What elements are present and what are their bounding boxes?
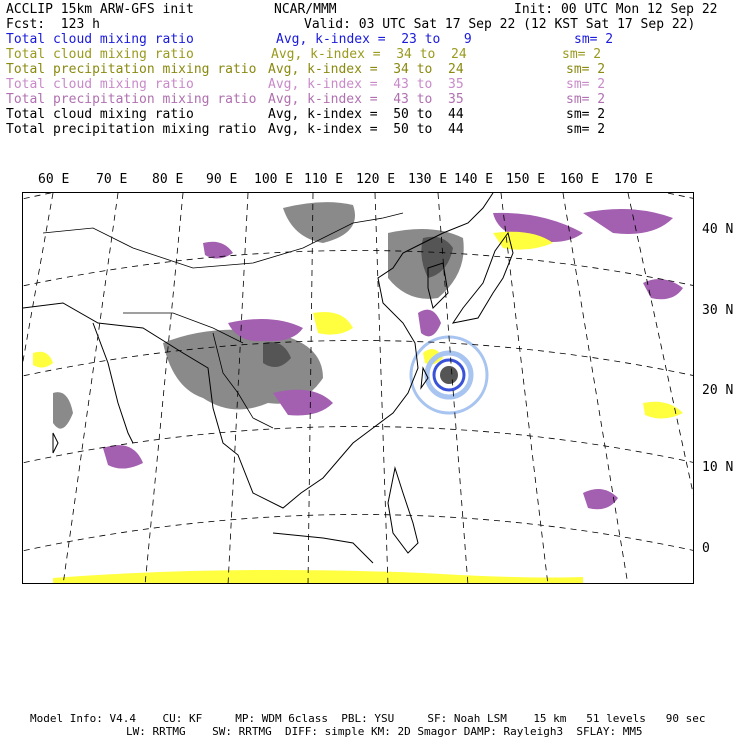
longitude-label: 160 E	[560, 172, 600, 187]
field-avg-range: Avg, k-index = 50 to 44	[268, 122, 464, 137]
longitude-label: 170 E	[614, 172, 654, 187]
valid-time: Valid: 03 UTC Sat 17 Sep 22 (12 KST Sat 17 Sep 22)	[304, 17, 696, 32]
longitude-label: 90 E	[206, 172, 238, 187]
field-avg-range: Avg, k-index = 50 to 44	[268, 107, 464, 122]
field-smoothing: sm= 2	[574, 32, 614, 47]
longitude-label: 100 E	[254, 172, 294, 187]
field-name: Total cloud mixing ratio	[6, 77, 194, 92]
latitude-label: 30 N	[702, 303, 734, 318]
field-name: Total cloud mixing ratio	[6, 47, 194, 62]
forecast-hour: Fcst: 123 h	[6, 17, 100, 32]
latitude-label: 0	[702, 541, 710, 556]
model-info-line1: Model Info: V4.4 CU: KF MP: WDM 6class PBL: YSU SF: Noah LSM 15 km 51 levels 90 sec	[30, 712, 706, 725]
longitude-label: 150 E	[506, 172, 546, 187]
field-row	[6, 122, 736, 137]
longitude-label: 70 E	[96, 172, 128, 187]
model-info-line2: LW: RRTMG SW: RRTMG DIFF: simple KM: 2D Smagor DAMP: Rayleigh3 SFLAY: MM5	[126, 725, 643, 738]
field-smoothing: sm= 2	[566, 62, 606, 77]
map-canvas	[23, 193, 694, 584]
field-smoothing: sm= 2	[566, 92, 606, 107]
field-smoothing: sm= 2	[562, 47, 602, 62]
longitude-label: 110 E	[304, 172, 344, 187]
field-smoothing: sm= 2	[566, 107, 606, 122]
center-label: NCAR/MMM	[274, 2, 337, 17]
field-name: Total precipitation mixing ratio	[6, 62, 257, 77]
field-row	[6, 92, 736, 107]
longitude-label: 120 E	[356, 172, 396, 187]
field-name: Total precipitation mixing ratio	[6, 122, 257, 137]
field-row	[6, 32, 736, 47]
field-row	[6, 62, 736, 77]
cloud-gray-areas	[53, 202, 464, 429]
field-avg-range: Avg, k-index = 43 to 35	[268, 92, 464, 107]
field-avg-range: Avg, k-index = 43 to 35	[268, 77, 464, 92]
init-time: Init: 00 UTC Mon 12 Sep 22	[514, 2, 718, 17]
latitude-label: 10 N	[702, 460, 734, 475]
latitude-label: 40 N	[702, 222, 734, 237]
field-row	[6, 77, 736, 92]
longitude-label: 130 E	[408, 172, 448, 187]
field-avg-range: Avg, k-index = 34 to 24	[271, 47, 467, 62]
field-smoothing: sm= 2	[566, 122, 606, 137]
field-name: Total cloud mixing ratio	[6, 107, 194, 122]
field-name: Total precipitation mixing ratio	[6, 92, 257, 107]
field-row	[6, 107, 736, 122]
longitude-label: 140 E	[454, 172, 494, 187]
field-name: Total cloud mixing ratio	[6, 32, 194, 47]
latitude-label: 20 N	[702, 383, 734, 398]
field-row	[6, 47, 736, 62]
longitude-label: 80 E	[152, 172, 184, 187]
lat-lon-grid	[23, 193, 694, 584]
field-avg-range: Avg, k-index = 23 to 9	[276, 32, 472, 47]
field-smoothing: sm= 2	[566, 77, 606, 92]
map-panel	[22, 192, 694, 584]
field-avg-range: Avg, k-index = 34 to 24	[268, 62, 464, 77]
longitude-label: 60 E	[38, 172, 70, 187]
map-title: ACCLIP 15km ARW-GFS init	[6, 2, 194, 17]
